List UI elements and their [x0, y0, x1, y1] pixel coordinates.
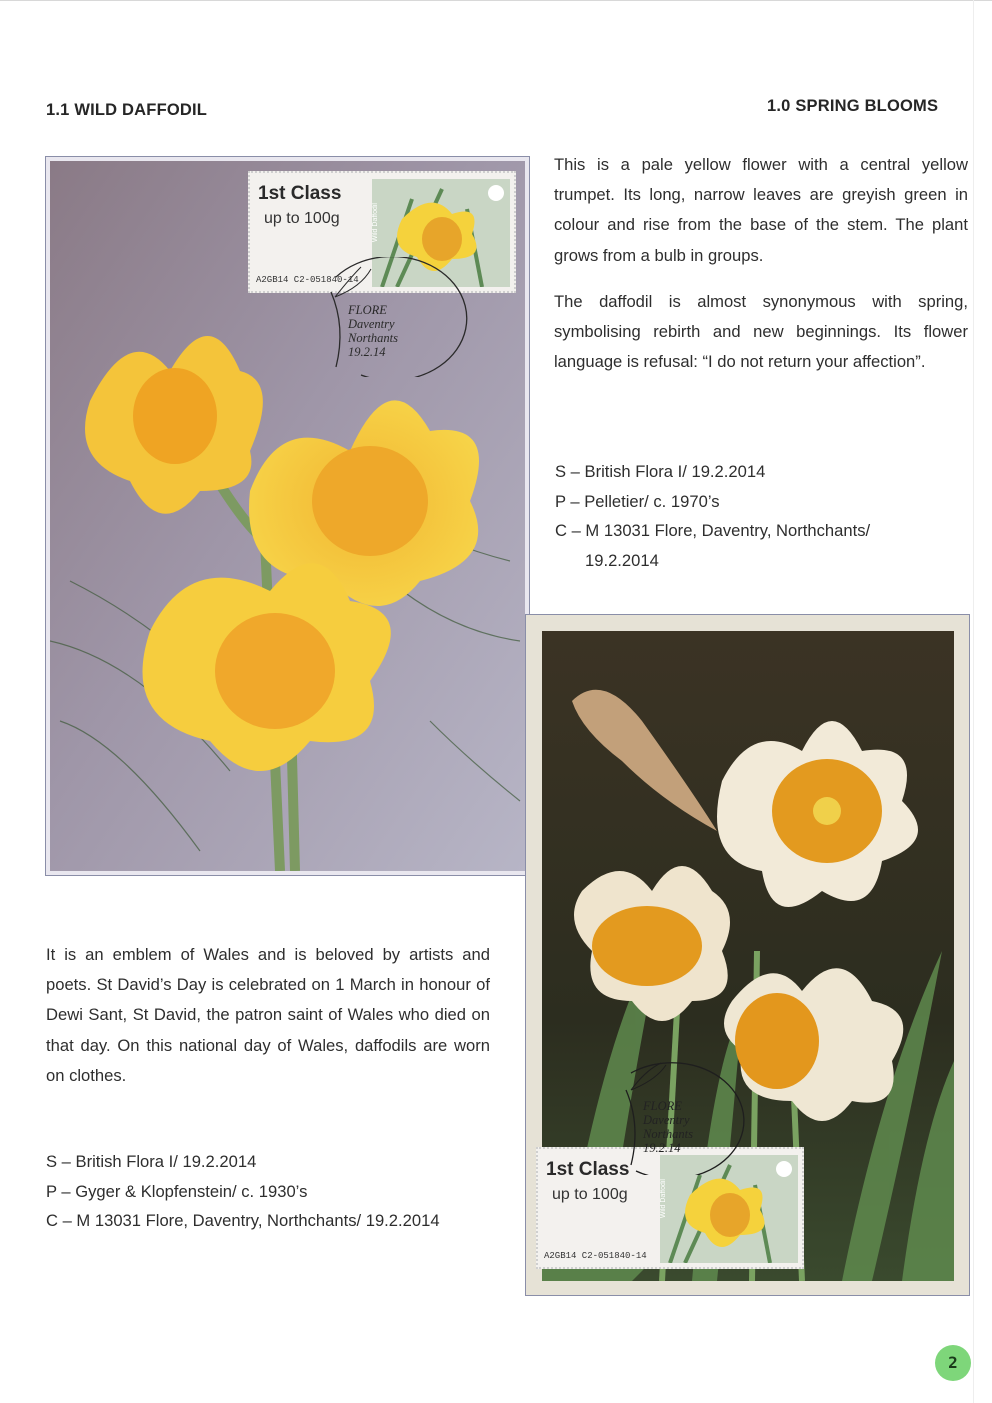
wales-paragraph: It is an emblem of Wales and is beloved by artists and poets. St David’s Day is celebrated on 1 March in honour of Dewi Sant, St David, the patron saint of Wales who died on that day. On this national day of Wales, daffodils are worn on clothes. [46, 945, 490, 1085]
card2-publisher-ref: P – Gyger & Klopfenstein/ c. 1930’s [46, 1181, 308, 1201]
card1-stamp-ref: S – British Flora I/ 19.2.2014 [555, 462, 766, 481]
postmark-1-text [348, 303, 398, 359]
maximum-card-1 [45, 156, 530, 876]
right-rule [973, 0, 974, 1403]
description-paragraph: This is a pale yellow flower with a central yellow trumpet. Its long, narrow leaves are greyish green in colour and rise from the base of the stem. The plant grows from a bulb in groups. [554, 155, 968, 265]
card1-cancel-ref: C – M 13031 Flore, Daventry, Northchants/ [555, 521, 871, 541]
card1-cancel-date: 19.2.2014 [585, 551, 659, 571]
section-title: 1.1 WILD DAFFODIL [46, 101, 208, 119]
postmark-2-text [643, 1099, 693, 1155]
page-number-badge: 2 [935, 1345, 971, 1381]
symbolism-paragraph: The daffodil is almost synonymous with spring, symbolising rebirth and new beginnings. Its flower language is refusal: “I do not return your affection”. [554, 292, 968, 372]
stamp-weight-label: up to 100g [552, 1186, 628, 1203]
postmark-county: Northants [643, 1127, 694, 1141]
card2-references [46, 1147, 440, 1236]
postmark-county: Northants [348, 331, 399, 345]
stamp-flower-label: Wild Daffodil [660, 1179, 667, 1219]
postmark-2 [581, 1055, 751, 1175]
postmark-date: 19.2.14 [643, 1141, 681, 1155]
postmark-1 [301, 257, 471, 377]
card1-references [555, 457, 870, 576]
card2-stamp-ref: S – British Flora I/ 19.2.2014 [46, 1152, 257, 1171]
stamp-weight-label: up to 100g [264, 210, 340, 227]
stamp-class-label: 1st Class [546, 1159, 630, 1180]
stamp-flower-label: Wild Daffodil [372, 203, 379, 243]
postmark-place: FLORE [643, 1099, 682, 1113]
stamp-code: A2GB14 C2-051840-14 [544, 1251, 647, 1261]
postmark-town: Daventry [348, 317, 395, 331]
card2-cancel-ref: C – M 13031 Flore, Daventry, Northchants/ 19.2.2014 [46, 1211, 440, 1231]
maximum-card-2 [525, 614, 970, 1296]
stamp-class-label: 1st Class [258, 183, 342, 204]
card1-publisher-ref: P – Pelletier/ c. 1970’s [555, 491, 720, 511]
postmark-town: Daventry [643, 1113, 690, 1127]
stamp-code: A2GB14 C2-051840-14 [256, 275, 359, 285]
top-rule [0, 0, 992, 1]
chapter-title: 1.0 SPRING BLOOMS [767, 97, 939, 115]
postmark-date: 19.2.14 [348, 345, 386, 359]
postmark-place: FLORE [348, 303, 387, 317]
